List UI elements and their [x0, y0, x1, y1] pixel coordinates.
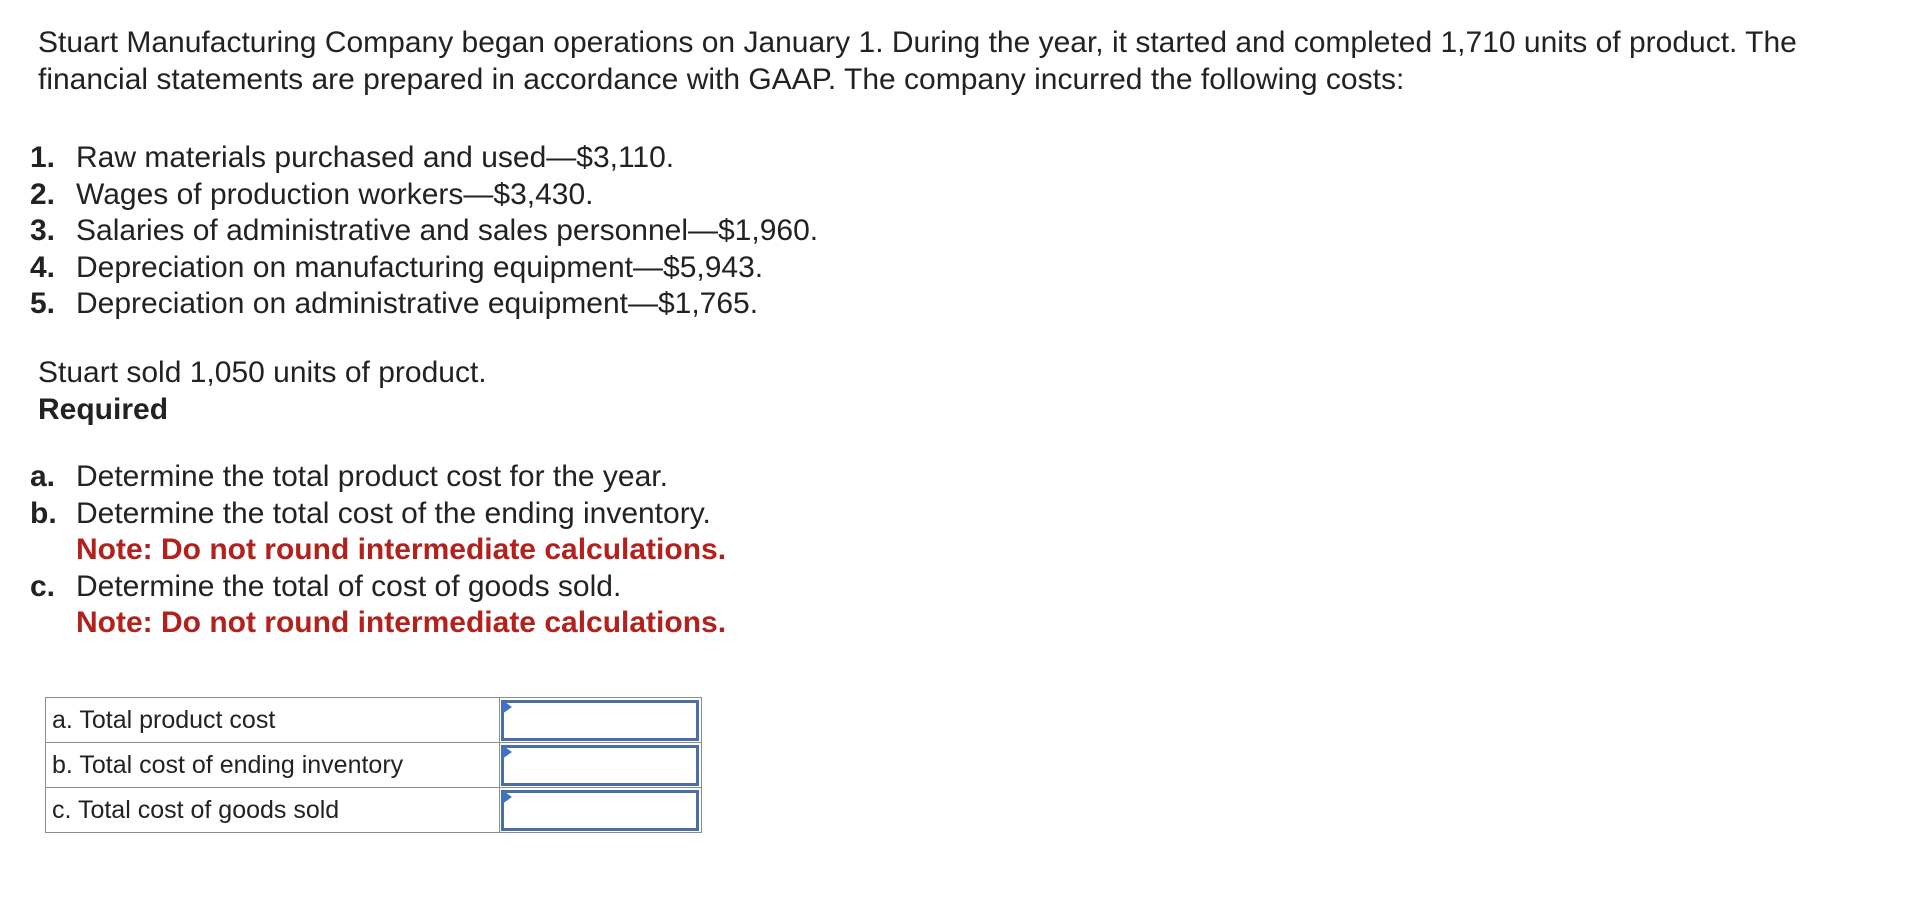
cost-item-number: 4.: [30, 250, 56, 284]
cost-item: [30, 286, 818, 323]
blue-triangle-flag-icon: [502, 745, 512, 759]
requirement-letter: c.: [30, 569, 56, 603]
requirement-item: [30, 459, 726, 496]
requirement-letter: a.: [30, 460, 56, 493]
requirement-item: [30, 496, 726, 569]
requirement-list: [30, 459, 726, 642]
requirement-text: Determine the total cost of the ending inventory.: [76, 496, 711, 530]
answer-label: b. Total cost of ending inventory: [46, 743, 500, 788]
cost-item: [30, 177, 818, 214]
requirement-letter: b.: [30, 496, 57, 530]
answer-row-ending-inventory: [46, 743, 702, 788]
requirement-text: Determine the total of cost of goods sold.: [76, 569, 622, 603]
cost-item-text: Depreciation on administrative equipment—$1,765.: [76, 287, 759, 320]
cost-item: [30, 140, 818, 177]
units-sold-text: Stuart sold 1,050 units of product.: [38, 356, 487, 389]
required-heading: Required: [38, 393, 169, 426]
cost-item-text: Raw materials purchased and used—$3,110.: [76, 141, 675, 174]
cost-item-text: Salaries of administrative and sales personnel—$1,960.: [76, 214, 819, 247]
cost-item-text: Depreciation on manufacturing equipment—$5,943.: [76, 250, 764, 284]
answer-table: [45, 697, 702, 833]
cost-item: [30, 250, 818, 287]
cost-item-number: 3.: [30, 214, 56, 247]
cost-item-number: 2.: [30, 177, 56, 211]
answer-row-total-product-cost: [46, 698, 702, 743]
answer-row-cost-of-goods-sold: [46, 788, 702, 833]
total-product-cost-input[interactable]: [501, 700, 699, 741]
requirement-text: Determine the total product cost for the year.: [76, 460, 668, 493]
cost-item-text: Wages of production workers—$3,430.: [76, 177, 594, 211]
ending-inventory-input[interactable]: [501, 745, 699, 786]
problem-intro: Stuart Manufacturing Company began operations on January 1. During the year, it started and completed 1,710 units of product. The financial statements are prepared in accordance with GAAP. The company incurred the following costs:: [38, 26, 1797, 96]
rounding-note: Note: Do not round intermediate calculations.: [76, 533, 727, 566]
blue-triangle-flag-icon: [502, 790, 512, 804]
cost-item-number: 5.: [30, 287, 56, 320]
rounding-note: Note: Do not round intermediate calculations.: [76, 606, 727, 639]
cost-item: [30, 213, 818, 250]
cost-of-goods-sold-input[interactable]: [501, 790, 699, 831]
answer-label: a. Total product cost: [46, 698, 500, 743]
cost-list: [30, 140, 818, 323]
cost-item-number: 1.: [30, 141, 56, 174]
blue-triangle-flag-icon: [502, 700, 512, 714]
answer-label: c. Total cost of goods sold: [46, 788, 500, 833]
requirement-item: [30, 569, 726, 642]
